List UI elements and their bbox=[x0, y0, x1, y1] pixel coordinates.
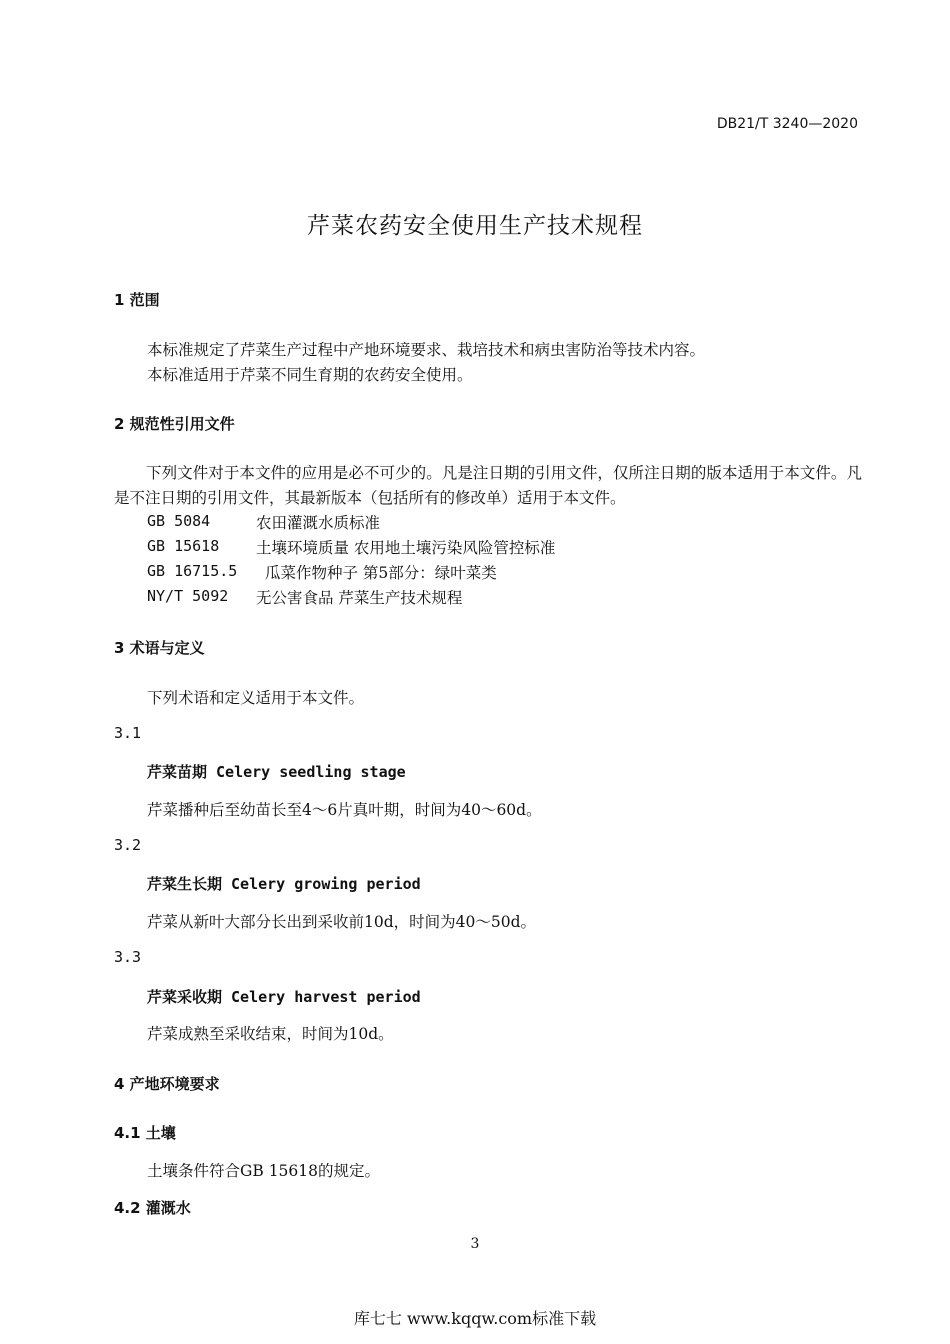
section-1-para-2: 本标准适用于芹菜不同生育期的农药安全使用。 bbox=[147, 366, 473, 384]
section-3-intro: 下列术语和定义适用于本文件。 bbox=[147, 689, 365, 707]
section-1-para-1: 本标准规定了芹菜生产过程中产地环境要求、栽培技术和病虫害防治等技术内容。 bbox=[147, 341, 706, 359]
term-number: 3.2 bbox=[114, 836, 142, 854]
reference-title: 土壤环境质量 农用地土壤污染风险管控标准 bbox=[256, 539, 556, 557]
footer-watermark: 库七七 www.kqqw.com标准下载 bbox=[353, 1309, 597, 1328]
section-2-heading: 2 规范性引用文件 bbox=[114, 415, 235, 433]
reference-code: GB 16715.5 bbox=[147, 562, 238, 580]
section-4-2-heading: 4.2 灌溉水 bbox=[114, 1199, 191, 1217]
section-4-1-heading: 4.1 土壤 bbox=[114, 1124, 176, 1142]
term-definition: 芹菜从新叶大部分长出到采收前10d，时间为40～50d。 bbox=[147, 913, 537, 931]
section-2-intro: 下列文件对于本文件的应用是必不可少的。凡是注日期的引用文件，仅所注日期的版本适用于本文件。凡是不注日期的引用文件，其最新版本（包括所有的修改单）适用于本文件。 bbox=[114, 464, 862, 507]
reference-code: GB 15618 bbox=[147, 537, 220, 555]
section-4-1-text: 土壤条件符合GB 15618的规定。 bbox=[147, 1162, 381, 1180]
reference-title: 无公害食品 芹菜生产技术规程 bbox=[256, 589, 463, 607]
term-definition: 芹菜播种后至幼苗长至4～6片真叶期，时间为40～60d。 bbox=[147, 801, 542, 819]
section-3-heading: 3 术语与定义 bbox=[114, 639, 205, 657]
section-4-heading: 4 产地环境要求 bbox=[114, 1075, 220, 1093]
page-number: 3 bbox=[470, 1236, 480, 1252]
term-number: 3.1 bbox=[114, 724, 142, 742]
section-1-heading: 1 范围 bbox=[114, 291, 160, 309]
reference-title: 农田灌溉水质标准 bbox=[256, 514, 381, 532]
standard-code: DB21/T 3240—2020 bbox=[716, 116, 858, 132]
reference-code: GB 5084 bbox=[147, 512, 211, 530]
term-definition: 芹菜成熟至采收结束，时间为10d。 bbox=[147, 1025, 394, 1043]
document-title: 芹菜农药安全使用生产技术规程 bbox=[307, 213, 643, 239]
reference-code: NY/T 5092 bbox=[147, 587, 229, 605]
term-name: 芹菜苗期 Celery seedling stage bbox=[147, 763, 406, 781]
term-name: 芹菜采收期 Celery harvest period bbox=[147, 988, 421, 1006]
term-number: 3.3 bbox=[114, 948, 142, 966]
reference-title: 瓜菜作物种子 第5部分：绿叶菜类 bbox=[265, 564, 497, 582]
term-name: 芹菜生长期 Celery growing period bbox=[147, 875, 421, 893]
